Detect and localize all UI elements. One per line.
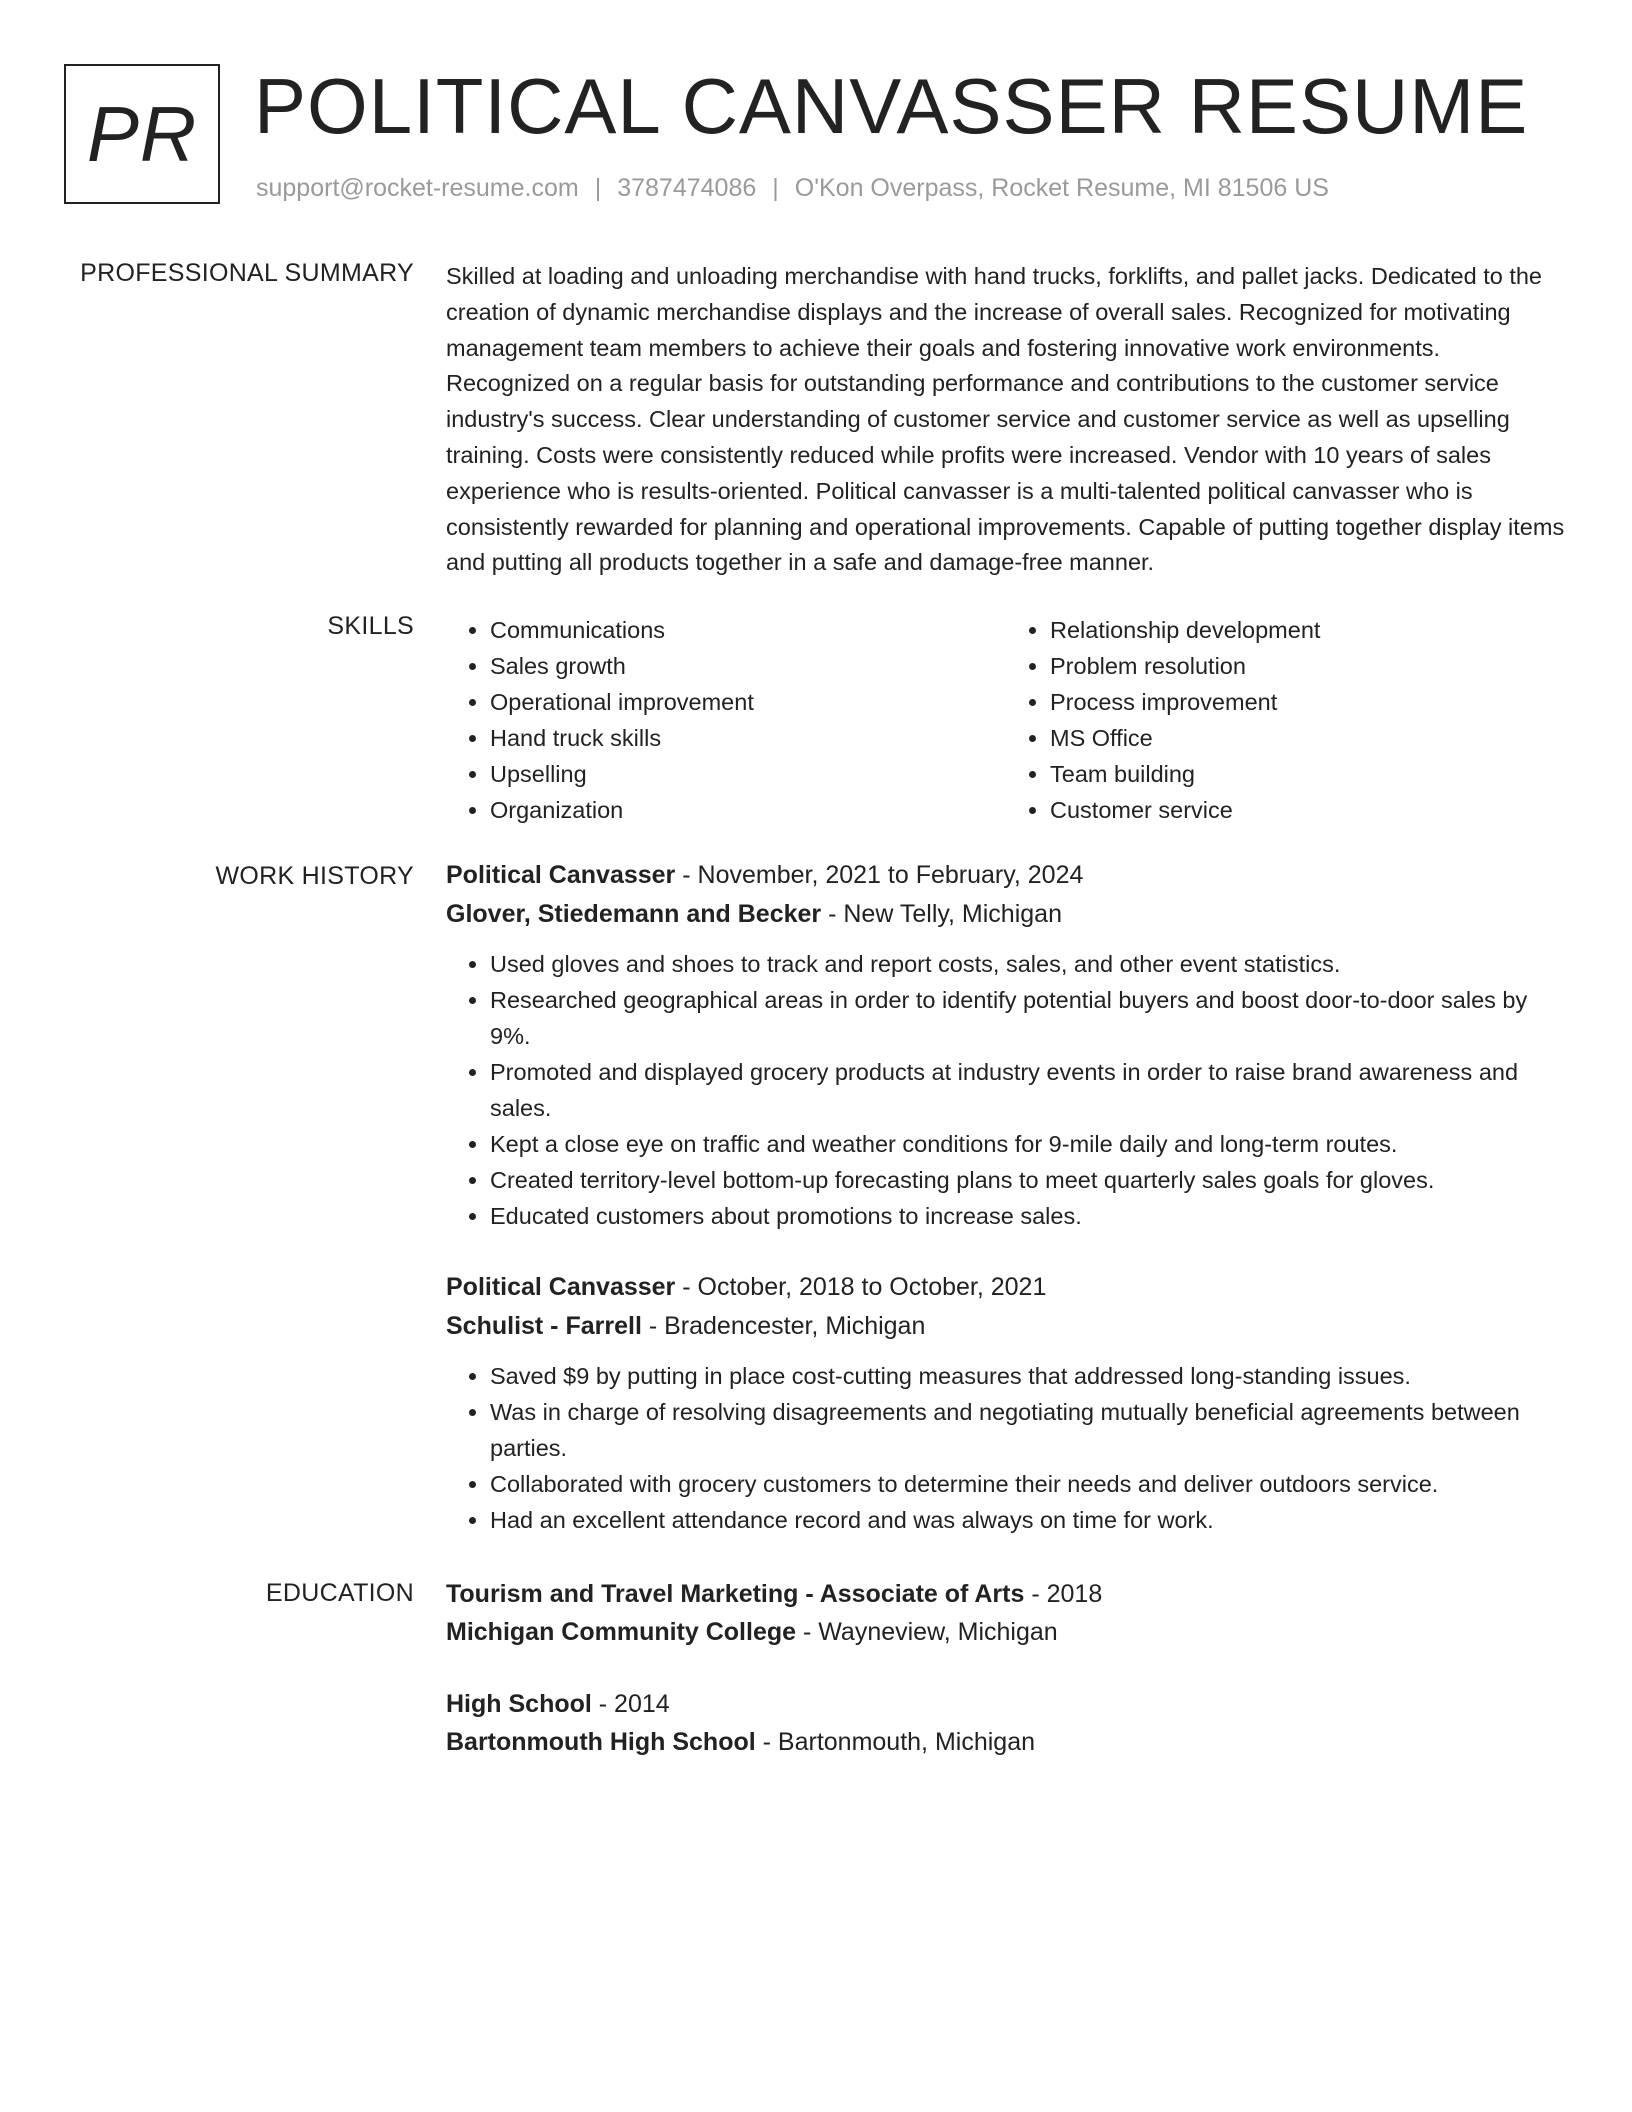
education-year: - 2018: [1024, 1580, 1103, 1608]
job-title: Political Canvasser: [446, 861, 676, 889]
education-degree-line: [446, 1685, 1566, 1723]
job-entry: [446, 1268, 1566, 1538]
job-bullet: • Saved $9 by putting in place cost-cutting measures that addressed long-standing issues.: [490, 1358, 1566, 1394]
skill-item: • Relationship development: [1050, 612, 1566, 648]
education-degree-line: [446, 1575, 1566, 1613]
resume-header: [64, 64, 1564, 214]
job-bullet: • Created territory-level bottom-up forecasting plans to meet quarterly sales goals for gloves.: [490, 1162, 1566, 1198]
job-bullet: • Researched geographical areas in order to identify potential buyers and boost door-to-door sales by 9%.: [490, 982, 1566, 1054]
education-location: - Bartonmouth, Michigan: [755, 1728, 1035, 1756]
job-entry: [446, 856, 1566, 1234]
job-bullet: • Had an excellent attendance record and was always on time for work.: [490, 1502, 1566, 1538]
job-bullet: • Educated customers about promotions to increase sales.: [490, 1198, 1566, 1234]
job-location: - New Telly, Michigan: [821, 900, 1062, 928]
contact-separator: |: [594, 174, 602, 202]
education-entry: [446, 1575, 1566, 1651]
job-bullet: • Used gloves and shoes to track and report costs, sales, and other event statistics.: [490, 946, 1566, 982]
skill-item: • Organization: [490, 792, 1006, 828]
skill-item: • Sales growth: [490, 648, 1006, 684]
education-heading: EDUCATION: [265, 1579, 414, 1607]
skill-item: • Upselling: [490, 756, 1006, 792]
education-entry: [446, 1685, 1566, 1761]
summary-text: Skilled at loading and unloading merchandise with hand trucks, forklifts, and pallet jacks. Dedicated to the creation of dynamic merchandise displays and the increase of overall sales. Recognized for motivating management team members to achieve their goals and fostering innovative work environments. Recognized on a regular basis for outstanding performance and contributions to the customer service industry's success. Clear understanding of customer service and customer service as well as upselling training. Costs were consistently reduced while profits were increased. Vendor with 10 years of sales experience who is results-oriented. Political canvasser is a multi-talented political canvasser who is consistently rewarded for planning and operational improvements. Capable of putting together display items and putting all products together in a safe and damage-free manner.: [446, 263, 1565, 576]
resume-title: POLITICAL CANVASSER RESUME: [254, 62, 1529, 150]
skill-item: • Problem resolution: [1050, 648, 1566, 684]
job-bullet: • Kept a close eye on traffic and weather conditions for 9-mile daily and long-term routes.: [490, 1126, 1566, 1162]
skill-item: • MS Office: [1050, 720, 1566, 756]
job-company: Glover, Stiedemann and Becker: [446, 900, 822, 928]
job-title-line: [446, 856, 1566, 895]
skills-heading: SKILLS: [327, 612, 414, 640]
job-bullet: • Collaborated with grocery customers to determine their needs and deliver outdoors service.: [490, 1466, 1566, 1502]
job-bullet: • Was in charge of resolving disagreements and negotiating mutually beneficial agreements between parties.: [490, 1394, 1566, 1466]
contact-separator: |: [772, 174, 779, 202]
skill-item: • Hand truck skills: [490, 720, 1006, 756]
job-bullet: • Promoted and displayed grocery products at industry events in order to raise brand awareness and sales.: [490, 1054, 1566, 1126]
summary-heading: PROFESSIONAL SUMMARY: [80, 259, 414, 287]
education-school-line: [446, 1613, 1566, 1651]
contact-line: [256, 174, 1329, 203]
contact-phone: 3787474086: [617, 174, 757, 202]
contact-email: support@rocket-resume.com: [256, 174, 579, 202]
work-history-heading: WORK HISTORY: [215, 862, 414, 890]
skills-list-left: [446, 612, 1006, 828]
job-bullets: [446, 946, 1566, 1234]
job-title-line: [446, 1268, 1566, 1307]
job-company-line: [446, 1307, 1566, 1346]
job-dates: - October, 2018 to October, 2021: [675, 1273, 1047, 1301]
skill-item: • Operational improvement: [490, 684, 1006, 720]
skill-item: • Customer service: [1050, 792, 1566, 828]
contact-address: O'Kon Overpass, Rocket Resume, MI 81506 US: [794, 174, 1329, 202]
education-school: Michigan Community College: [446, 1618, 797, 1646]
skill-item: • Communications: [490, 612, 1006, 648]
job-dates: - November, 2021 to February, 2024: [675, 861, 1084, 889]
education-degree: High School: [446, 1690, 592, 1718]
education-school-line: [446, 1723, 1566, 1761]
skills-list-right: [1006, 612, 1566, 828]
education-year: - 2014: [591, 1690, 670, 1718]
education-school: Bartonmouth High School: [446, 1728, 756, 1756]
job-company: Schulist - Farrell: [446, 1312, 642, 1340]
skill-item: • Process improvement: [1050, 684, 1566, 720]
education-degree: Tourism and Travel Marketing - Associate of Arts: [446, 1580, 1025, 1608]
job-title: Political Canvasser: [446, 1273, 676, 1301]
job-location: - Bradencester, Michigan: [641, 1312, 926, 1340]
monogram-badge: PR: [64, 64, 220, 204]
skill-item: • Team building: [1050, 756, 1566, 792]
education-location: - Wayneview, Michigan: [796, 1618, 1058, 1646]
job-company-line: [446, 895, 1566, 934]
job-bullets: [446, 1358, 1566, 1538]
